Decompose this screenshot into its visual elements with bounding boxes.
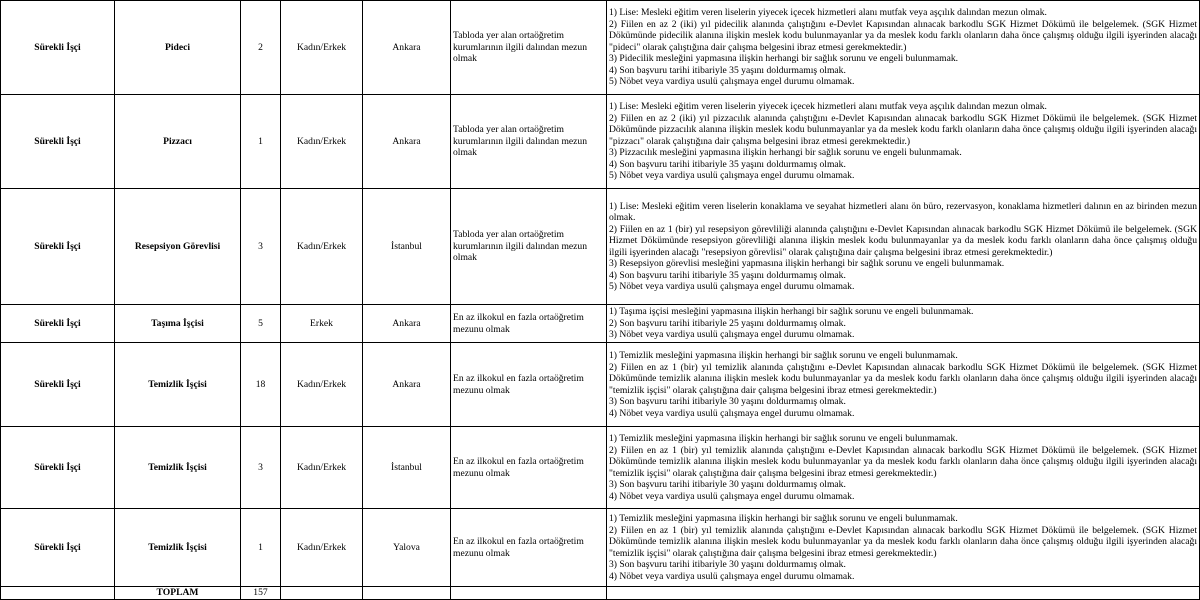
gender-cell: Kadın/Erkek [281, 189, 363, 305]
requirement-item: 1) Taşıma işçisi mesleğini yapmasına ilişkin herhangi bir sağlık sorunu ve engeli bulunmamak. [609, 306, 974, 318]
requirement-item: 1) Lise: Mesleki eğitim veren liselerin yiyecek içecek hizmetleri alanı mutfak veya aşçılık dalından mezun olmak. [609, 7, 1047, 19]
total-empty-cell [1, 587, 115, 600]
position-count-cell: 3 [241, 427, 281, 509]
education-cell: Tabloda yer alan ortaöğretim kurumlarının ilgili dalından mezun olmak [451, 1, 607, 95]
requirement-item: 2) Fiilen en az 2 (iki) yıl pidecilik alanında çalıştığını e-Devlet Kapısından alınacak barkodlu SGK Hizmet Dökümü ile belgelemek. (SGK Hizmet Dökümünde pidecilik alanına ilişkin meslek kodu bulunmayanlar ya da meslek kodu farklı olanların daha önce çalışmış olduğu ilgili işyerinden alacağı "pideci" olarak çalıştığına dair çalışma belgesini ibraz etmesi gerekmektedir.) [609, 18, 1197, 53]
requirement-item: 1) Lise: Mesleki eğitim veren liselerin yiyecek içecek hizmetleri alanı mutfak veya aşçılık dalından mezun olmak. [609, 101, 1047, 113]
employment-type-cell: Sürekli İşçi [1, 509, 115, 587]
requirement-item: 2) Son başvuru tarihi itibariyle 25 yaşını doldurmamış olmak. [609, 317, 846, 329]
employment-type-cell: Sürekli İşçi [1, 305, 115, 343]
employment-type-cell: Sürekli İşçi [1, 1, 115, 95]
gender-cell: Kadın/Erkek [281, 343, 363, 427]
city-cell: Yalova [363, 509, 451, 587]
gender-cell: Kadın/Erkek [281, 1, 363, 95]
requirements-cell [607, 343, 1200, 427]
requirements-cell [607, 305, 1200, 343]
total-label: TOPLAM [115, 587, 241, 600]
position-count-cell: 2 [241, 1, 281, 95]
gender-cell: Kadın/Erkek [281, 509, 363, 587]
education-cell: En az ilkokul en fazla ortaöğretim mezunu olmak [451, 343, 607, 427]
requirement-item: 3) Pidecilik mesleğini yapmasına ilişkin herhangi bir sağlık sorunu ve engeli bulunmamak. [609, 53, 959, 65]
education-cell: En az ilkokul en fazla ortaöğretim mezunu olmak [451, 509, 607, 587]
requirement-item: 3) Nöbet veya vardiya usulü çalışmaya engel durumu olmamak. [609, 329, 855, 341]
requirement-item: 2) Fiilen en az 2 (iki) yıl pizzacılık alanında çalıştığını e-Devlet Kapısından alınacak barkodlu SGK Hizmet Dökümü ile belgelemek. (SGK Hizmet Dökümünde pizzacılık alanına ilişkin meslek kodu bulunmayanlar ya da meslek kodu farklı olanların daha önce çalışmış olduğu ilgili işyerinden alacağı "pizzacı" olarak çalıştığına dair çalışma belgesini ibraz etmesi gerekmektedir.) [609, 112, 1197, 147]
city-cell: Ankara [363, 1, 451, 95]
total-row [1, 587, 1200, 600]
requirement-item: 3) Son başvuru tarihi itibariyle 30 yaşını doldurmamış olmak. [609, 396, 846, 407]
requirement-item: 3) Son başvuru tarihi itibariyle 30 yaşını doldurmamış olmak. [609, 559, 846, 570]
requirement-item: 3) Resepsiyon görevlisi mesleğini yapmasına ilişkin herhangi bir sağlık sorunu ve engeli bulunmamak. [609, 258, 1005, 269]
requirement-item: 5) Nöbet veya vardiya usulü çalışmaya engel durumu olmamak. [609, 76, 855, 88]
requirement-item: 5) Nöbet veya vardiya usulü çalışmaya engel durumu olmamak. [609, 281, 855, 292]
position-title-cell: Pideci [115, 1, 241, 95]
city-cell: İstanbul [363, 189, 451, 305]
position-count-cell: 18 [241, 343, 281, 427]
education-cell: Tabloda yer alan ortaöğretim kurumlarının ilgili dalından mezun olmak [451, 95, 607, 189]
requirement-item: 4) Nöbet veya vardiya usulü çalışmaya engel durumu olmamak. [609, 407, 855, 419]
table-row [1, 305, 1200, 343]
position-title-cell: Temizlik İşçisi [115, 343, 241, 427]
city-cell: Ankara [363, 343, 451, 427]
employment-type-cell: Sürekli İşçi [1, 427, 115, 509]
requirement-item: 4) Son başvuru tarihi itibariyle 35 yaşını doldurmamış olmak. [609, 269, 846, 281]
table-row [1, 343, 1200, 427]
requirement-item: 4) Nöbet veya vardiya usulü çalışmaya engel durumu olmamak. [609, 570, 855, 582]
total-empty-cell [451, 587, 607, 600]
gender-cell: Kadın/Erkek [281, 427, 363, 509]
requirement-item: 2) Fiilen en az 1 (bir) yıl resepsiyon görevliliği alanında çalıştığını e-Devlet Kapısından alınacak barkodlu SGK Hizmet Dökümü ile belgelemek. (SGK Hizmet Dökümünde resepsiyon görevliliği alanına ilişkin meslek kodu bulunmayanlar ya da meslek kodu farklı olanların daha önce çalışmış olduğu ilgili işyerinden alacağı "resepsiyon görevlisi" olarak çalıştığına dair çalışma belgesini ibraz etmesi gerekmektedir.) [609, 223, 1197, 258]
table-row [1, 189, 1200, 305]
position-title-cell: Taşıma İşçisi [115, 305, 241, 343]
requirements-cell [607, 1, 1200, 95]
requirement-item: 3) Pizzacılık mesleğini yapmasına ilişkin herhangi bir sağlık sorunu ve engeli bulunmamak. [609, 147, 962, 159]
requirements-cell [607, 427, 1200, 509]
requirement-item: 4) Son başvuru tarihi itibariyle 35 yaşını doldurmamış olmak. [609, 64, 846, 76]
requirement-item: 1) Lise: Mesleki eğitim veren liselerin konaklama ve seyahat hizmetleri alanı ön büro, rezervasyon, konaklama hizmetleri dalının en az birinden mezun olmak. [609, 200, 1197, 223]
requirement-item: 2) Fiilen en az 1 (bir) yıl temizlik alanında çalıştığını e-Devlet Kapısından alınacak barkodlu SGK Hizmet Dökümü ile belgelemek. (SGK Hizmet Dökümünde temizlik alanına ilişkin meslek kodu bulunmayanlar ya da meslek kodu farklı olanların daha önce çalışmış olduğu ilgili işyerinden alacağı "temizlik işçisi" olarak çalıştığına dair çalışma belgesini ibraz etmesi gerekmektedir.) [609, 361, 1197, 396]
requirement-item: 5) Nöbet veya vardiya usulü çalışmaya engel durumu olmamak. [609, 170, 855, 182]
table-row [1, 427, 1200, 509]
requirement-item: 1) Temizlik mesleğini yapmasına ilişkin herhangi bir sağlık sorunu ve engeli bulunmamak. [609, 513, 958, 524]
requirement-item: 3) Son başvuru tarihi itibariyle 30 yaşını doldurmamış olmak. [609, 479, 846, 490]
position-title-cell: Pizzacı [115, 95, 241, 189]
position-count-cell: 5 [241, 305, 281, 343]
total-count: 157 [241, 587, 281, 600]
table-row [1, 95, 1200, 189]
position-title-cell: Resepsiyon Görevlisi [115, 189, 241, 305]
table-row [1, 1, 1200, 95]
city-cell: Ankara [363, 95, 451, 189]
requirement-item: 2) Fiilen en az 1 (bir) yıl temizlik alanında çalıştığını e-Devlet Kapısından alınacak barkodlu SGK Hizmet Dökümü ile belgelemek. (SGK Hizmet Dökümünde temizlik alanına ilişkin meslek kodu bulunmayanlar ya da meslek kodu farklı olanların daha önce çalışmış olduğu ilgili işyerinden alacağı "temizlik işçisi" olarak çalıştığına dair çalışma belgesini ibraz etmesi gerekmektedir.) [609, 524, 1197, 559]
total-empty-cell [281, 587, 363, 600]
requirement-item: 4) Son başvuru tarihi itibariyle 35 yaşını doldurmamış olmak. [609, 158, 846, 170]
education-cell: En az ilkokul en fazla ortaöğretim mezunu olmak [451, 427, 607, 509]
requirements-cell [607, 189, 1200, 305]
table-body [1, 1, 1200, 600]
requirements-cell [607, 95, 1200, 189]
total-empty-cell [607, 587, 1200, 600]
position-count-cell: 1 [241, 509, 281, 587]
requirement-item: 1) Temizlik mesleğini yapmasına ilişkin herhangi bir sağlık sorunu ve engeli bulunmamak. [609, 350, 958, 361]
requirement-item: 1) Temizlik mesleğini yapmasına ilişkin herhangi bir sağlık sorunu ve engeli bulunmamak. [609, 433, 958, 444]
position-title-cell: Temizlik İşçisi [115, 427, 241, 509]
education-cell: En az ilkokul en fazla ortaöğretim mezunu olmak [451, 305, 607, 343]
requirements-cell [607, 509, 1200, 587]
city-cell: Ankara [363, 305, 451, 343]
gender-cell: Kadın/Erkek [281, 95, 363, 189]
employment-type-cell: Sürekli İşçi [1, 95, 115, 189]
table-row [1, 509, 1200, 587]
requirement-item: 4) Nöbet veya vardiya usulü çalışmaya engel durumu olmamak. [609, 490, 855, 502]
employment-type-cell: Sürekli İşçi [1, 189, 115, 305]
position-count-cell: 3 [241, 189, 281, 305]
employment-type-cell: Sürekli İşçi [1, 343, 115, 427]
requirement-item: 2) Fiilen en az 1 (bir) yıl temizlik alanında çalıştığını e-Devlet Kapısından alınacak barkodlu SGK Hizmet Dökümü ile belgelemek. (SGK Hizmet Dökümünde temizlik alanına ilişkin meslek kodu bulunmayanlar ya da meslek kodu farklı olanların daha önce çalışmış olduğu ilgili işyerinden alacağı "temizlik işçisi" olarak çalıştığına dair çalışma belgesini ibraz etmesi gerekmektedir.) [609, 444, 1197, 479]
city-cell: İstanbul [363, 427, 451, 509]
total-empty-cell [363, 587, 451, 600]
position-title-cell: Temizlik İşçisi [115, 509, 241, 587]
education-cell: Tabloda yer alan ortaöğretim kurumlarının ilgili dalından mezun olmak [451, 189, 607, 305]
gender-cell: Erkek [281, 305, 363, 343]
position-count-cell: 1 [241, 95, 281, 189]
